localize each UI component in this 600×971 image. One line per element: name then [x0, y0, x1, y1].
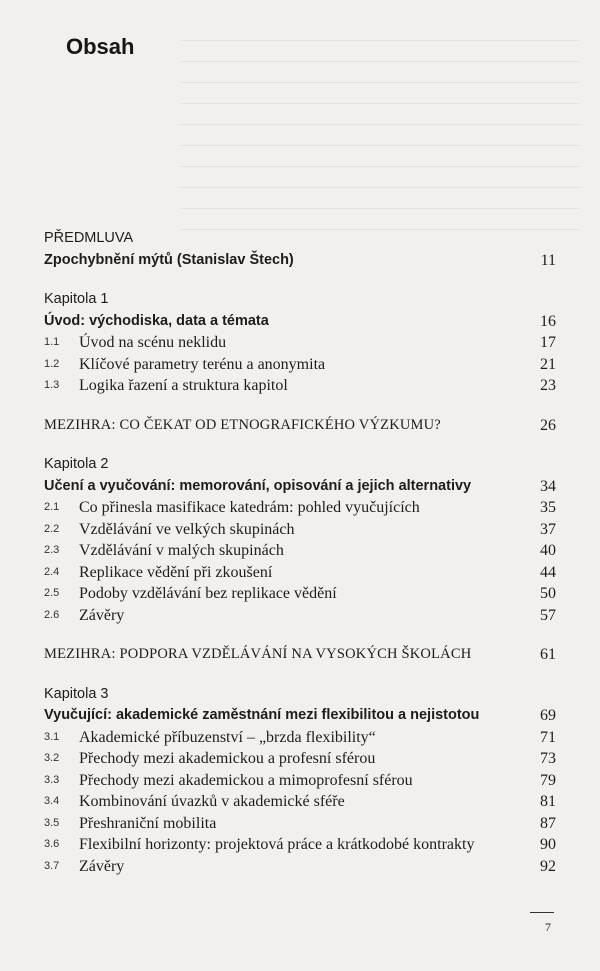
- section-title: Replikace vědění při zkoušení: [79, 563, 273, 581]
- page-number: 17: [540, 334, 556, 351]
- page-number: 37: [540, 520, 556, 538]
- section-title: Vzdělávání v malých skupinách: [79, 542, 284, 559]
- page-number: 23: [540, 377, 556, 394]
- section-number: 3.1: [44, 730, 60, 743]
- page-number: 50: [540, 585, 556, 602]
- section-title: Kombinování úvazků v akademické sféře: [79, 793, 345, 810]
- toc-subentry: [44, 605, 556, 627]
- page-number: 35: [540, 499, 556, 516]
- toc-subentry: [44, 791, 556, 813]
- section-title: Přechody mezi akademickou a mimoprofesní sférou: [79, 771, 413, 789]
- section-title: Co přinesla masifikace katedrám: pohled vyučujících: [79, 499, 420, 516]
- section-number: 3.2: [44, 752, 60, 764]
- page-number: 71: [540, 728, 556, 746]
- toc-subentry: [44, 540, 556, 562]
- toc-subentry: [44, 813, 556, 835]
- section-title: Úvod na scénu neklidu: [79, 334, 227, 351]
- toc-subentry: [44, 727, 556, 749]
- toc-subentry: [44, 856, 556, 878]
- chapter-title: Úvod: východiska, data a témata 16: [44, 311, 556, 333]
- page-number: 44: [540, 563, 556, 581]
- footer-rule: [530, 912, 554, 913]
- toc-subentry: [44, 375, 556, 397]
- section-number: 3.5: [44, 816, 60, 829]
- section-number: 3.6: [44, 838, 60, 850]
- page-number: 21: [540, 355, 556, 373]
- section-number: 3.7: [44, 859, 60, 872]
- section-number: 1.1: [44, 336, 60, 348]
- toc-subentry: [44, 770, 556, 792]
- page-number: 40: [540, 542, 556, 559]
- toc-subentry: [44, 332, 556, 354]
- toc-subentry: [44, 497, 556, 519]
- section-title: Přechody mezi akademickou a profesní sférou: [79, 750, 376, 767]
- page-number: 79: [540, 771, 556, 789]
- section-title: Vzdělávání ve velkých skupinách: [79, 520, 295, 538]
- section-title: Závěry: [79, 857, 125, 875]
- chapter-label: Kapitola 2: [44, 456, 109, 472]
- section-number: 2.1: [44, 501, 60, 513]
- page-number: 92: [540, 857, 556, 875]
- section-title: Akademické příbuzenství – „brzda flexibility“: [79, 728, 376, 746]
- bleed-through: [180, 40, 580, 260]
- section-title: Závěry: [79, 606, 125, 624]
- section-number: 2.3: [44, 544, 60, 556]
- toc-entry: Zpochybnění mýtů (Stanislav Štech) 11: [44, 250, 556, 272]
- page-title: Obsah: [66, 34, 135, 59]
- page-number: 61: [540, 646, 556, 663]
- page-number: 11: [540, 251, 556, 269]
- page-folio: 7: [545, 920, 551, 934]
- toc-section-label: PŘEDMLUVA: [44, 230, 134, 246]
- page-number: 73: [540, 750, 556, 767]
- page-number: 87: [540, 814, 556, 832]
- table-of-contents: [44, 228, 556, 877]
- toc-subentry: [44, 583, 556, 605]
- toc-subentry: [44, 834, 556, 856]
- section-number: 3.4: [44, 795, 60, 807]
- chapter-title: Vyučující: akademické zaměstnání mezi flexibilitou a nejistotou 69: [44, 705, 556, 727]
- toc-subentry: [44, 562, 556, 584]
- interlude-entry: MEZIHRA: CO ČEKAT OD ETNOGRAFICKÉHO VÝZKUMU? 26: [44, 415, 556, 437]
- section-number: 2.5: [44, 587, 60, 599]
- interlude-entry: MEZIHRA: PODPORA VZDĚLÁVÁNÍ NA VYSOKÝCH ŠKOLÁCH 61: [44, 644, 556, 666]
- chapter-title: Učení a vyučování: memorování, opisování a jejich alternativy 34: [44, 476, 556, 498]
- page-number: 16: [540, 312, 556, 330]
- chapter-label: Kapitola 1: [44, 291, 109, 307]
- page-number: 90: [540, 836, 556, 853]
- chapter-label: Kapitola 3: [44, 685, 109, 702]
- toc-subentry: [44, 354, 556, 376]
- section-title: Přeshraniční mobilita: [79, 814, 217, 832]
- section-number: 3.3: [44, 773, 60, 786]
- page-number: 57: [540, 606, 556, 624]
- section-title: Klíčové parametry terénu a anonymita: [79, 355, 326, 373]
- section-number: 2.4: [44, 565, 60, 578]
- page-number: 81: [540, 793, 556, 810]
- section-title: Logika řazení a struktura kapitol: [79, 377, 288, 394]
- page-number: 69: [540, 707, 556, 724]
- section-number: 2.2: [44, 522, 60, 535]
- section-number: 1.2: [44, 357, 60, 370]
- section-number: 2.6: [44, 608, 60, 621]
- page-number: 34: [540, 477, 556, 495]
- toc-subentry: [44, 519, 556, 541]
- toc-subentry: [44, 748, 556, 770]
- page-number: 26: [540, 416, 556, 434]
- section-number: 1.3: [44, 379, 60, 391]
- section-title: Flexibilní horizonty: projektová práce a krátkodobé kontrakty: [79, 836, 475, 853]
- section-title: Podoby vzdělávání bez replikace vědění: [79, 585, 337, 602]
